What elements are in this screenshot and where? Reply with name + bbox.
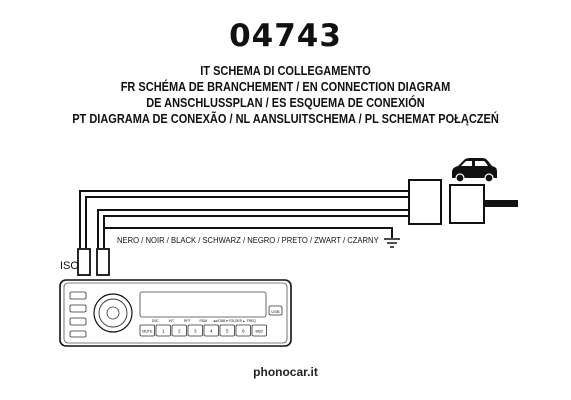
title-line-1: IT SCHEMA DI COLLEGAMENTO: [200, 64, 371, 78]
harness-module: [409, 180, 441, 224]
ground-icon: [384, 239, 400, 247]
car-icon: [452, 158, 497, 182]
preset-button-label: 2: [178, 328, 181, 334]
iso-plug-1: [78, 249, 90, 275]
iso-plug-2: [97, 249, 109, 275]
title-line-3: DE ANSCHLUSSPLAN / ES ESQUEMA DE CONEXIÓN: [146, 96, 425, 110]
radio-top-label: INT: [168, 319, 174, 323]
vehicle-connector: [450, 185, 484, 223]
iso-label: ISO: [60, 260, 79, 272]
product-code: 04743: [229, 18, 342, 54]
title-line-4: PT DIAGRAMA DE CONEXÃO / NL AANSLUITSCHEMA / PL SCHEMAT POŁĄCZEŃ: [72, 112, 499, 126]
preset-button-label: MUTE: [142, 329, 153, 334]
ground-wire-label: NERO / NOIR / BLACK / SCHWARZ / NEGRO / PRETO / ZWART / CZARNY: [117, 235, 379, 245]
preset-button-label: 3: [194, 328, 197, 334]
radio-top-label: DSC: [151, 319, 159, 323]
preset-button-label: 6: [242, 328, 245, 334]
radio-top-label: ▾ FOLDER ▴: [226, 319, 245, 323]
radio-top-label: RDM: [199, 319, 208, 323]
radio-top-label: RPT: [183, 319, 191, 323]
radio-top-label: ◂◂ ATAB: [213, 319, 226, 323]
preset-button-label: 4: [210, 328, 213, 334]
preset-button-label: 5: [226, 328, 229, 334]
website-footer: phonocar.it: [253, 365, 318, 379]
usb-badge: USB: [271, 308, 280, 314]
vehicle-cable: [484, 200, 518, 207]
radio-top-label: FREQ: [246, 319, 256, 323]
car-radio: [60, 280, 291, 346]
title-line-2: FR SCHÉMA DE BRANCHEMENT / EN CONNECTION DIAGRAM: [120, 80, 451, 94]
preset-button-label: BND: [255, 329, 264, 334]
preset-button-label: 1: [162, 328, 165, 334]
